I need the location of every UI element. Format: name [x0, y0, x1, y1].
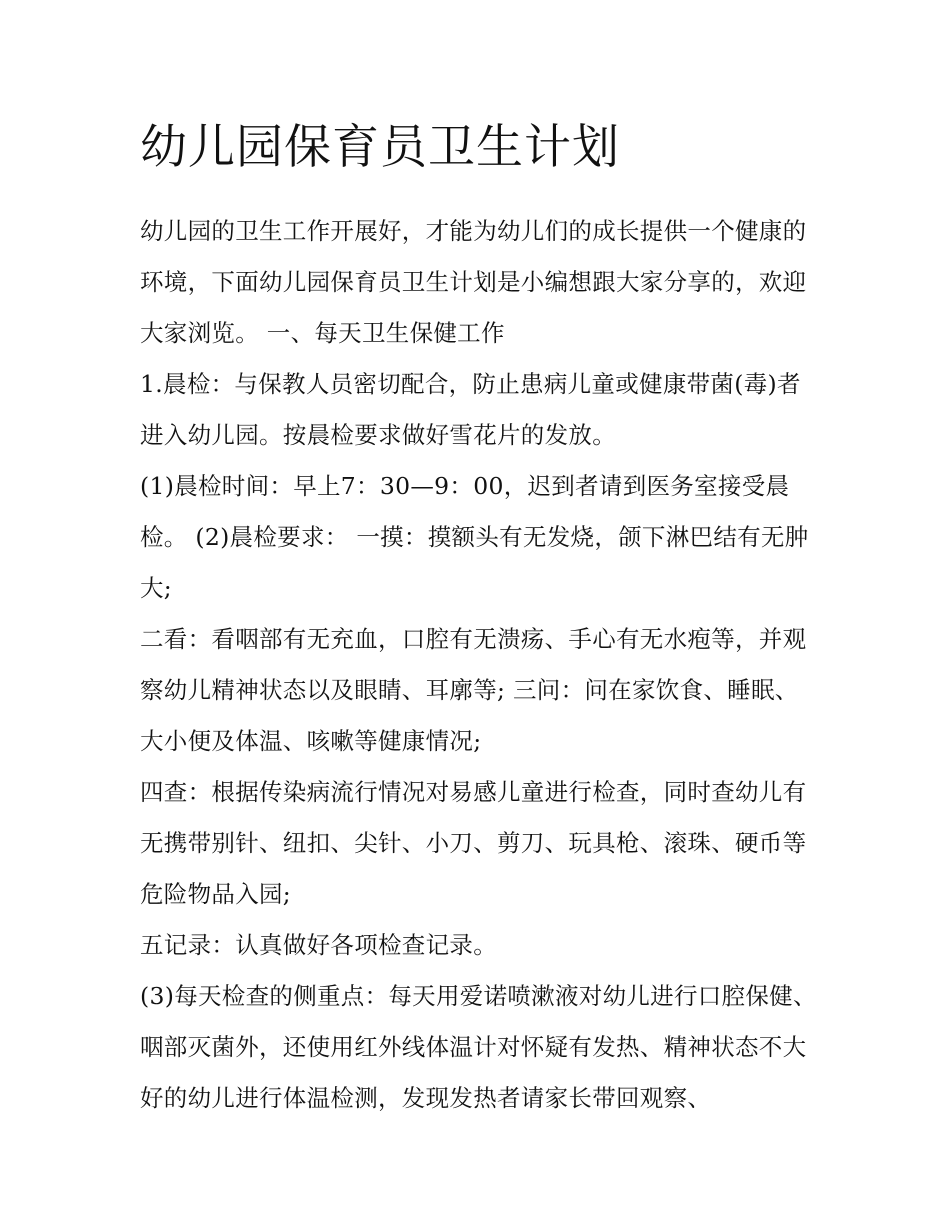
paragraph-inspect: 四查：根据传染病流行情况对易感儿童进行检查，同时查幼儿有无携带别针、纽扣、尖针、小刀、剪刀、玩具枪、滚珠、硬币等危险物品入园; [140, 778, 807, 908]
paragraph-morning-check: 1.晨检：与保教人员密切配合，防止患病儿童或健康带菌(毒)者进入幼儿园。按晨检要求做好雪花片的发放。 [140, 370, 801, 449]
paragraph-intro: 幼儿园的卫生工作开展好，才能为幼儿们的成长提供一个健康的环境，下面幼儿园保育员卫生计划是小编想跟大家分享的，欢迎大家浏览。 一、每天卫生保健工作 [140, 217, 807, 347]
paragraph-daily-focus: (3)每天检查的侧重点：每天用爱诺喷漱液对幼儿进行口腔保健、咽部灭菌外，还使用红外线体温计对怀疑有发热、精神状态不大好的幼儿进行体温检测，发现发热者请家长带回观察、 [140, 982, 817, 1112]
paragraph-check-time-requirements: (1)晨检时间：早上7：30—9：00，迟到者请到医务室接受晨检。 (2)晨检要求： 一摸：摸额头有无发烧，颌下淋巴结有无肿大; [140, 472, 809, 602]
document-page [140, 112, 820, 1124]
document-title: 幼儿园保育员卫生计划 [140, 120, 620, 175]
paragraph-record: 五记录：认真做好各项检查记录。 [140, 931, 497, 959]
paragraph-look-ask: 二看：看咽部有无充血，口腔有无溃疡、手心有无水疱等，并观察幼儿精神状态以及眼睛、耳廓等; 三问：问在家饮食、睡眠、大小便及体温、咳嗽等健康情况; [140, 625, 807, 755]
